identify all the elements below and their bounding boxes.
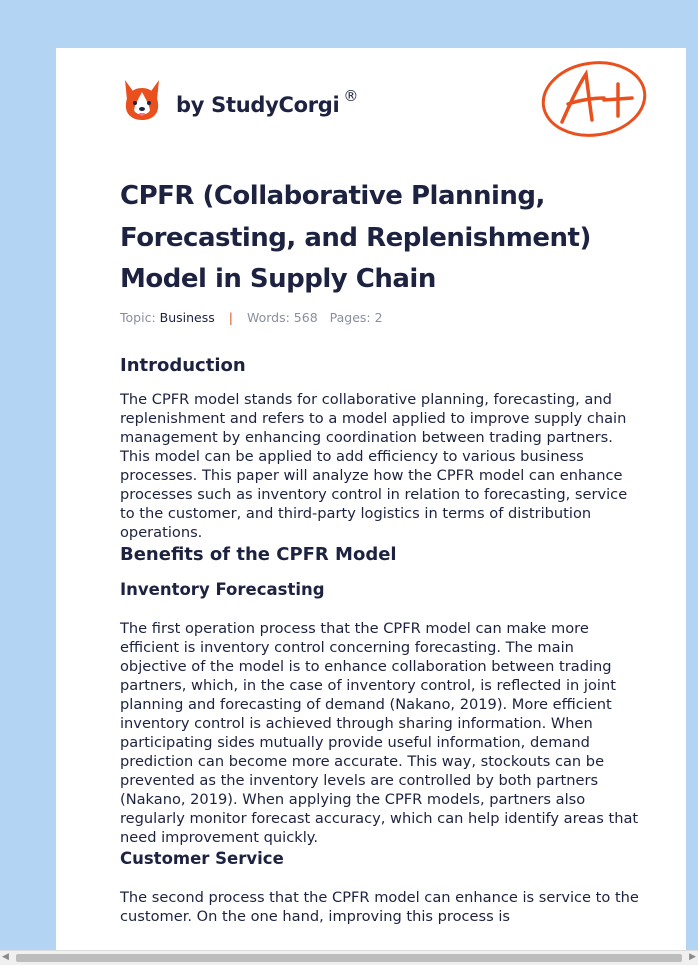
customer-service-paragraph: The second process that the CPFR model can enhance is service to the customer. On the one hand, improving this process is	[120, 889, 639, 925]
inventory-heading: Inventory Forecasting	[120, 580, 325, 599]
customer-service-heading: Customer Service	[120, 849, 284, 868]
pages-value: 2	[374, 310, 383, 325]
pages-label: Pages:	[329, 310, 371, 325]
scroll-right-icon[interactable]: ▶	[689, 952, 696, 962]
benefits-heading: Benefits of the CPFR Model	[120, 544, 397, 565]
studycorgi-logo[interactable]	[122, 76, 358, 124]
document-title: CPFR (Collaborative Planning, Forecasting, and Replenishment) Model in Supply Chain	[120, 181, 591, 294]
meta-separator: |	[228, 310, 233, 325]
corgi-icon	[122, 78, 162, 122]
document-page	[56, 48, 686, 950]
topic-label: Topic:	[120, 310, 156, 325]
document-meta	[120, 310, 383, 325]
words-value: 568	[293, 310, 318, 325]
brand-name: by StudyCorgi	[176, 93, 340, 117]
document-body	[120, 354, 640, 926]
words-label: Words:	[246, 310, 290, 325]
intro-heading: Introduction	[120, 355, 246, 376]
scroll-left-icon[interactable]: ◀	[2, 952, 9, 962]
registered-mark: ®	[343, 87, 359, 105]
topic-value[interactable]: Business	[159, 310, 215, 325]
a-plus-grade-icon	[540, 60, 648, 140]
scrollbar-thumb[interactable]	[16, 954, 682, 962]
intro-paragraph: The CPFR model stands for collaborative planning, forecasting, and replenishment and refers to a model applied to improve supply chain management by enhancing coordination between trading partners. This model can be applied to add efficiency to various business processes. This paper will analyze how the CPFR model can enhance processes such as inventory control in relation to forecasting, service to the customer, and third-party logistics in terms of distribution operations.	[120, 391, 628, 541]
horizontal-scrollbar[interactable]	[0, 950, 698, 965]
inventory-paragraph: The first operation process that the CPFR model can make more efficient is inventory control concerning forecasting. The main objective of the model is to enhance collaboration between trading partners, which, in the case of inventory control, is reflected in joint planning and forecasting of demand (Nakano, 2019). More efficient inventory control is achieved through sharing information. When participating sides mutually provide useful information, demand prediction can become more accurate. This way, stockouts can be prevented as the inventory levels are controlled by both partners (Nakano, 2019). When applying the CPFR models, partners also regularly monitor forecast accuracy, which can help identify areas that need improvement quickly.	[120, 620, 639, 846]
